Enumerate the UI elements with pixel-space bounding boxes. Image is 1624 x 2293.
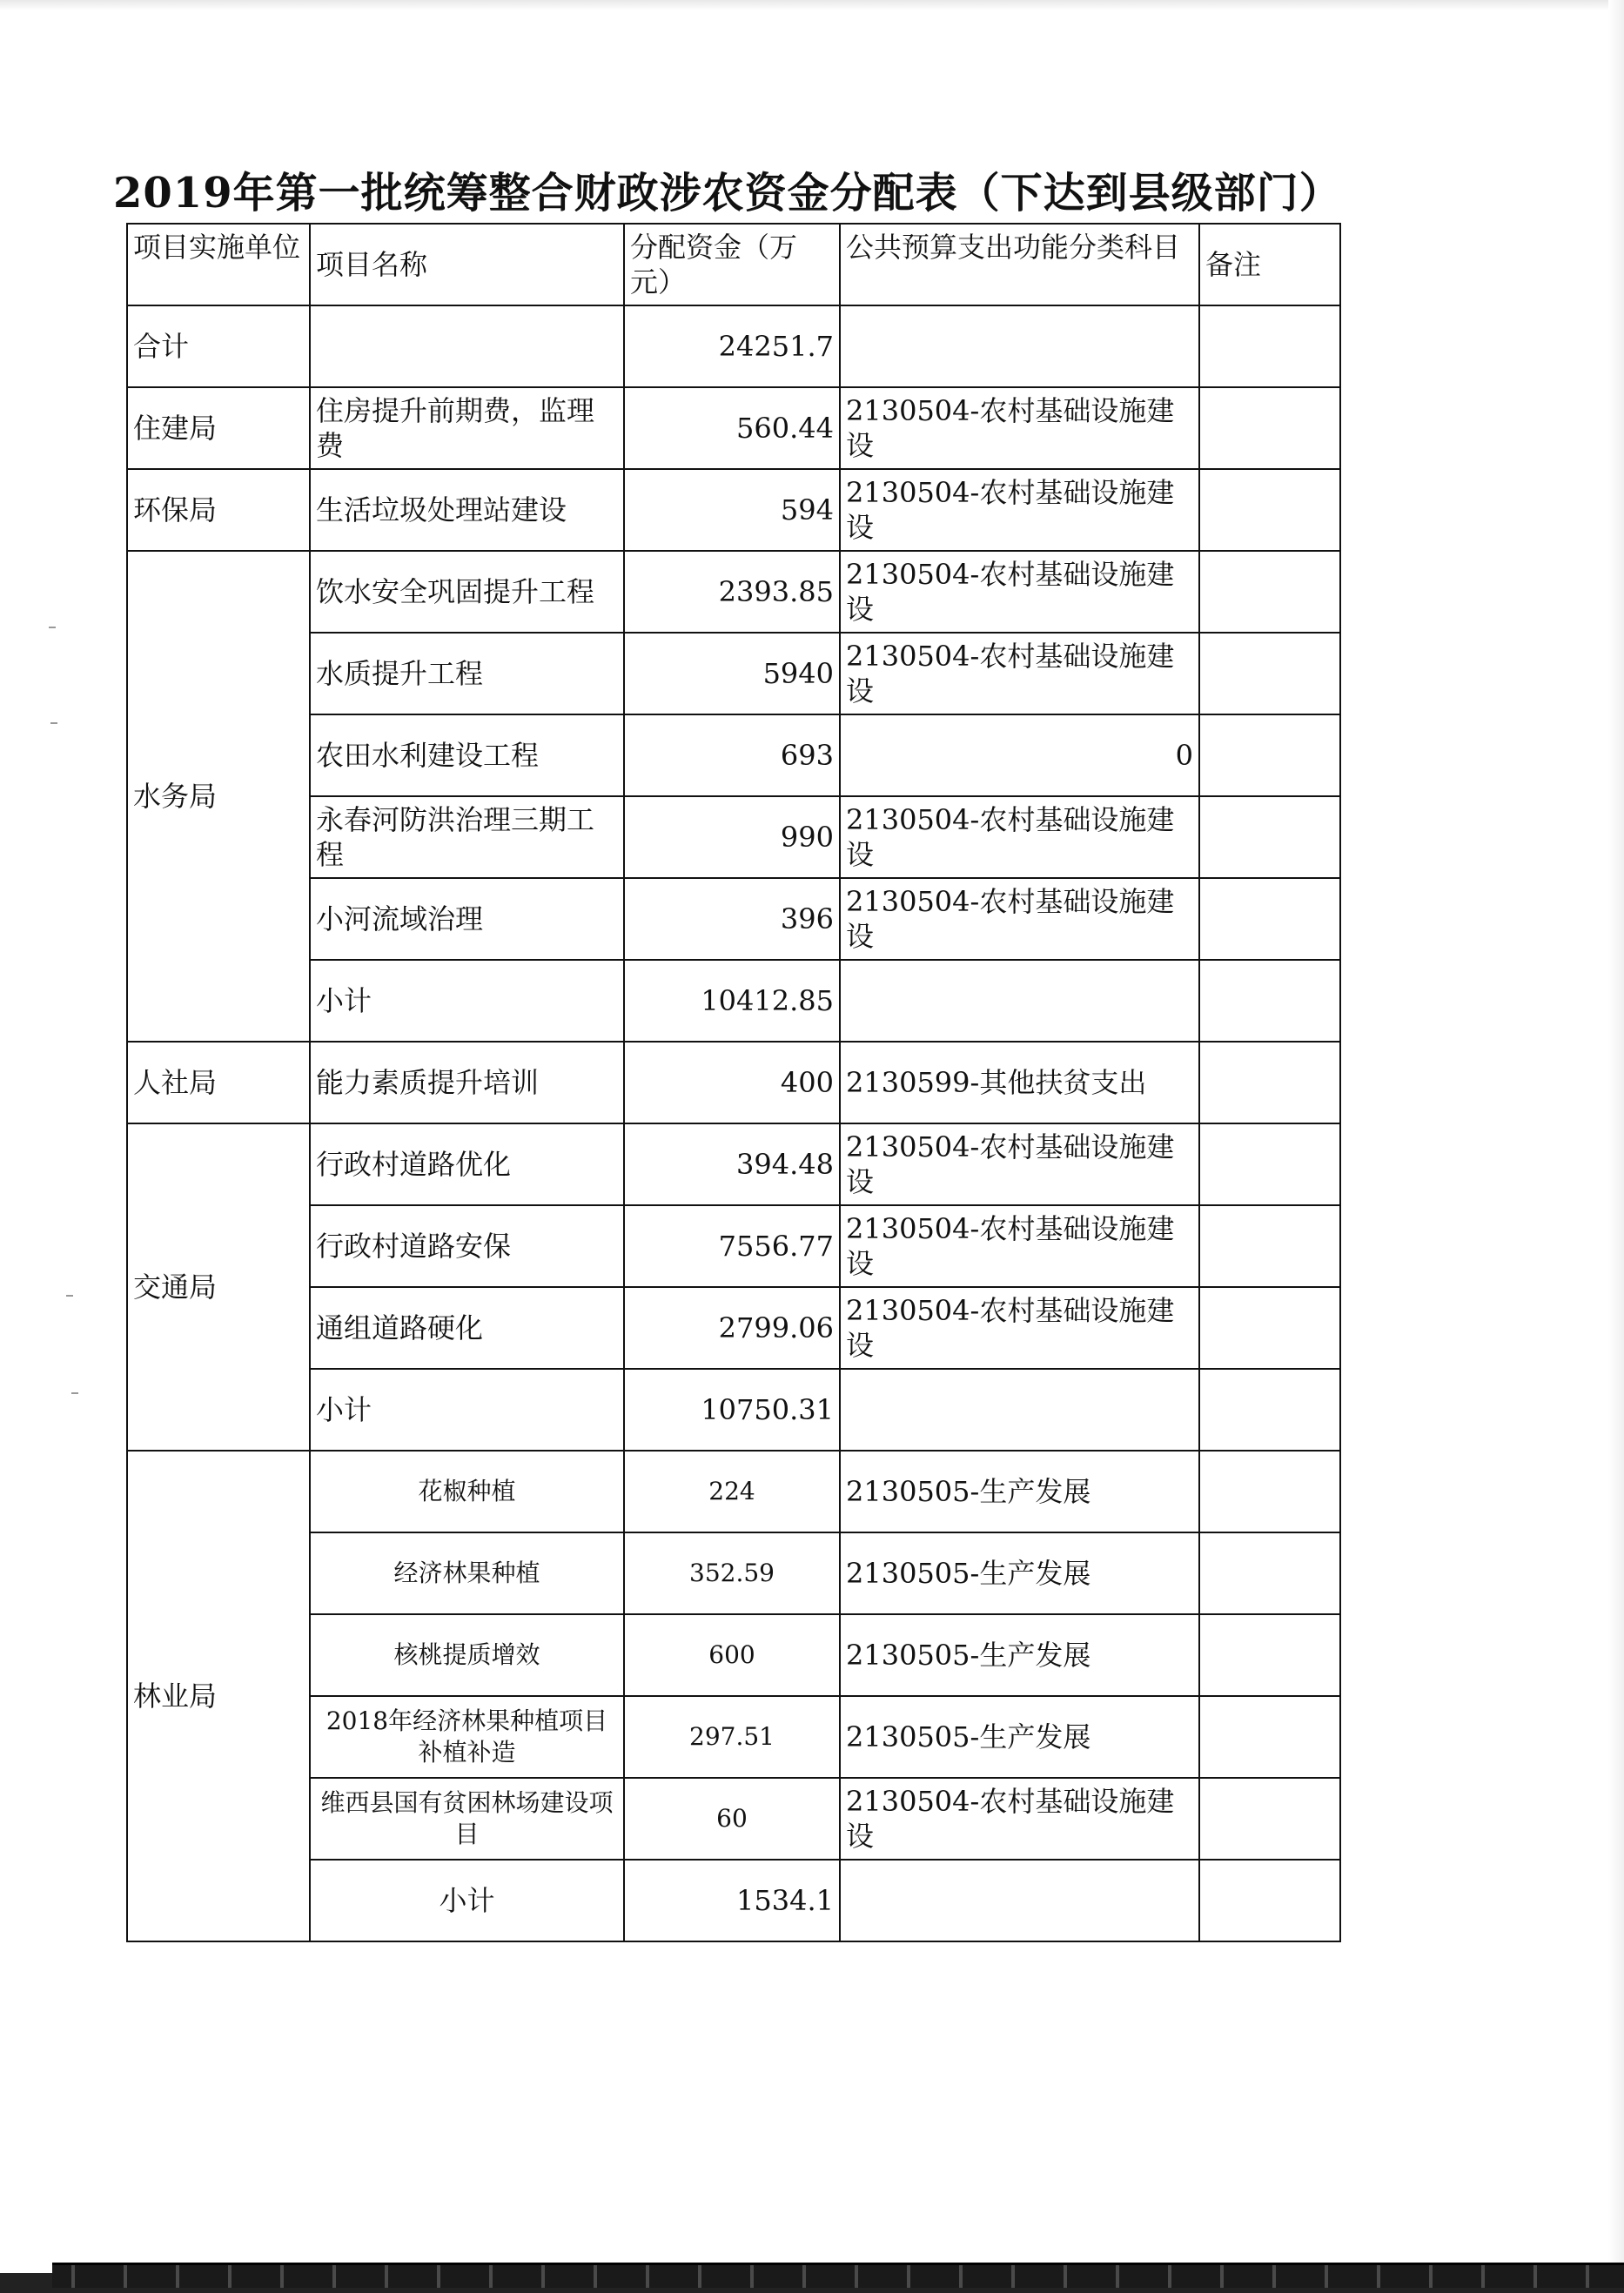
page-title: 2019年第一批统筹整合财政涉农资金分配表（下达到县级部门） — [113, 169, 1342, 218]
cell-amount: 594 — [624, 469, 840, 551]
cell-category: 2130505-生产发展 — [840, 1696, 1199, 1778]
scan-bottom-pattern — [52, 2263, 1624, 2288]
cell-category: 2130599-其他扶贫支出 — [840, 1042, 1199, 1123]
cell-remark — [1199, 1451, 1340, 1532]
unit-cell: 交通局 — [127, 1123, 310, 1451]
cell-category: 2130504-农村基础设施建设 — [840, 1778, 1199, 1860]
allocation-table — [126, 223, 1341, 1942]
scan-right-edge — [1608, 0, 1624, 2293]
cell-amount: 2393.85 — [624, 551, 840, 633]
table-row — [127, 1042, 1340, 1123]
cell-category — [840, 1369, 1199, 1451]
cell-category: 2130505-生产发展 — [840, 1451, 1199, 1532]
cell-amount: 600 — [624, 1614, 840, 1696]
cell-project: 生活垃圾处理站建设 — [310, 469, 624, 551]
cell-project: 2018年经济林果种植项目补植补造 — [310, 1696, 624, 1778]
cell-amount: 60 — [624, 1778, 840, 1860]
cell-project: 能力素质提升培训 — [310, 1042, 624, 1123]
subtotal-amount: 10750.31 — [624, 1369, 840, 1451]
total-amount: 24251.7 — [624, 305, 840, 387]
cell-remark — [1199, 469, 1340, 551]
cell-category: 2130505-生产发展 — [840, 1614, 1199, 1696]
cell-amount: 396 — [624, 878, 840, 960]
unit-cell: 住建局 — [127, 387, 310, 469]
unit-cell: 林业局 — [127, 1451, 310, 1941]
cell-category: 2130504-农村基础设施建设 — [840, 1205, 1199, 1287]
cell-amount: 352.59 — [624, 1532, 840, 1614]
unit-cell: 环保局 — [127, 469, 310, 551]
subtotal-row — [127, 960, 1340, 1042]
cell-project: 行政村道路安保 — [310, 1205, 624, 1287]
table-row — [127, 1778, 1340, 1860]
cell-amount: 224 — [624, 1451, 840, 1532]
total-row — [127, 305, 1340, 387]
cell-project: 小河流域治理 — [310, 878, 624, 960]
subtotal-label: 小计 — [310, 1860, 624, 1941]
cell-remark — [1199, 1696, 1340, 1778]
cell-remark — [1199, 387, 1340, 469]
table-row — [127, 1696, 1340, 1778]
table-row — [127, 1123, 1340, 1205]
cell-remark — [1199, 305, 1340, 387]
cell-category: 2130504-农村基础设施建设 — [840, 878, 1199, 960]
cell-project: 通组道路硬化 — [310, 1287, 624, 1369]
header-remark: 备注 — [1199, 224, 1340, 305]
cell-category: 2130504-农村基础设施建设 — [840, 1123, 1199, 1205]
header-amount: 分配资金（万元） — [624, 224, 840, 305]
scan-speck — [49, 627, 56, 628]
cell-project: 维西县国有贫困林场建设项目 — [310, 1778, 624, 1860]
table-row — [127, 1451, 1340, 1532]
cell-category: 2130505-生产发展 — [840, 1532, 1199, 1614]
header-category: 公共预算支出功能分类科目 — [840, 224, 1199, 305]
unit-cell: 水务局 — [127, 551, 310, 1042]
cell-project: 饮水安全巩固提升工程 — [310, 551, 624, 633]
cell-remark — [1199, 1042, 1340, 1123]
unit-cell: 人社局 — [127, 1042, 310, 1123]
table-row — [127, 1205, 1340, 1287]
total-label: 合计 — [127, 305, 310, 387]
cell-category: 2130504-农村基础设施建设 — [840, 796, 1199, 878]
cell-project: 农田水利建设工程 — [310, 714, 624, 796]
cell-remark — [1199, 960, 1340, 1042]
cell-category — [840, 960, 1199, 1042]
scan-top-edge — [0, 0, 1624, 10]
table-row — [127, 1614, 1340, 1696]
cell-category: 2130504-农村基础设施建设 — [840, 387, 1199, 469]
cell-remark — [1199, 796, 1340, 878]
cell-amount: 693 — [624, 714, 840, 796]
cell-remark — [1199, 714, 1340, 796]
cell-remark — [1199, 633, 1340, 714]
subtotal-amount: 1534.1 — [624, 1860, 840, 1941]
cell-project: 住房提升前期费，监理费 — [310, 387, 624, 469]
cell-category: 0 — [840, 714, 1199, 796]
cell-category — [840, 305, 1199, 387]
cell-remark — [1199, 1778, 1340, 1860]
table-row — [127, 1532, 1340, 1614]
table-row — [127, 714, 1340, 796]
table-row — [127, 796, 1340, 878]
cell-remark — [1199, 1287, 1340, 1369]
cell-project — [310, 305, 624, 387]
table-row — [127, 469, 1340, 551]
cell-category: 2130504-农村基础设施建设 — [840, 551, 1199, 633]
scan-speck — [66, 1295, 73, 1297]
cell-amount: 7556.77 — [624, 1205, 840, 1287]
cell-amount: 400 — [624, 1042, 840, 1123]
cell-category: 2130504-农村基础设施建设 — [840, 633, 1199, 714]
subtotal-label: 小计 — [310, 1369, 624, 1451]
cell-amount: 5940 — [624, 633, 840, 714]
subtotal-row — [127, 1369, 1340, 1451]
cell-amount: 297.51 — [624, 1696, 840, 1778]
subtotal-label: 小计 — [310, 960, 624, 1042]
table-row — [127, 387, 1340, 469]
cell-amount: 394.48 — [624, 1123, 840, 1205]
cell-amount: 2799.06 — [624, 1287, 840, 1369]
scan-speck — [50, 722, 57, 724]
subtotal-amount: 10412.85 — [624, 960, 840, 1042]
cell-category: 2130504-农村基础设施建设 — [840, 469, 1199, 551]
cell-category: 2130504-农村基础设施建设 — [840, 1287, 1199, 1369]
cell-project: 行政村道路优化 — [310, 1123, 624, 1205]
table-row — [127, 633, 1340, 714]
subtotal-row — [127, 1860, 1340, 1941]
cell-remark — [1199, 1532, 1340, 1614]
table-header-row — [127, 224, 1340, 305]
header-unit: 项目实施单位 — [127, 224, 310, 305]
table-row — [127, 878, 1340, 960]
cell-remark — [1199, 1205, 1340, 1287]
cell-remark — [1199, 1614, 1340, 1696]
cell-amount: 560.44 — [624, 387, 840, 469]
table-row — [127, 551, 1340, 633]
cell-remark — [1199, 1123, 1340, 1205]
cell-remark — [1199, 1369, 1340, 1451]
cell-project: 核桃提质增效 — [310, 1614, 624, 1696]
table-row — [127, 1287, 1340, 1369]
scan-speck — [71, 1392, 78, 1394]
cell-category — [840, 1860, 1199, 1941]
cell-remark — [1199, 878, 1340, 960]
cell-project: 经济林果种植 — [310, 1532, 624, 1614]
cell-project: 花椒种植 — [310, 1451, 624, 1532]
header-project: 项目名称 — [310, 224, 624, 305]
cell-remark — [1199, 551, 1340, 633]
cell-project: 水质提升工程 — [310, 633, 624, 714]
cell-project: 永春河防洪治理三期工程 — [310, 796, 624, 878]
cell-remark — [1199, 1860, 1340, 1941]
cell-amount: 990 — [624, 796, 840, 878]
